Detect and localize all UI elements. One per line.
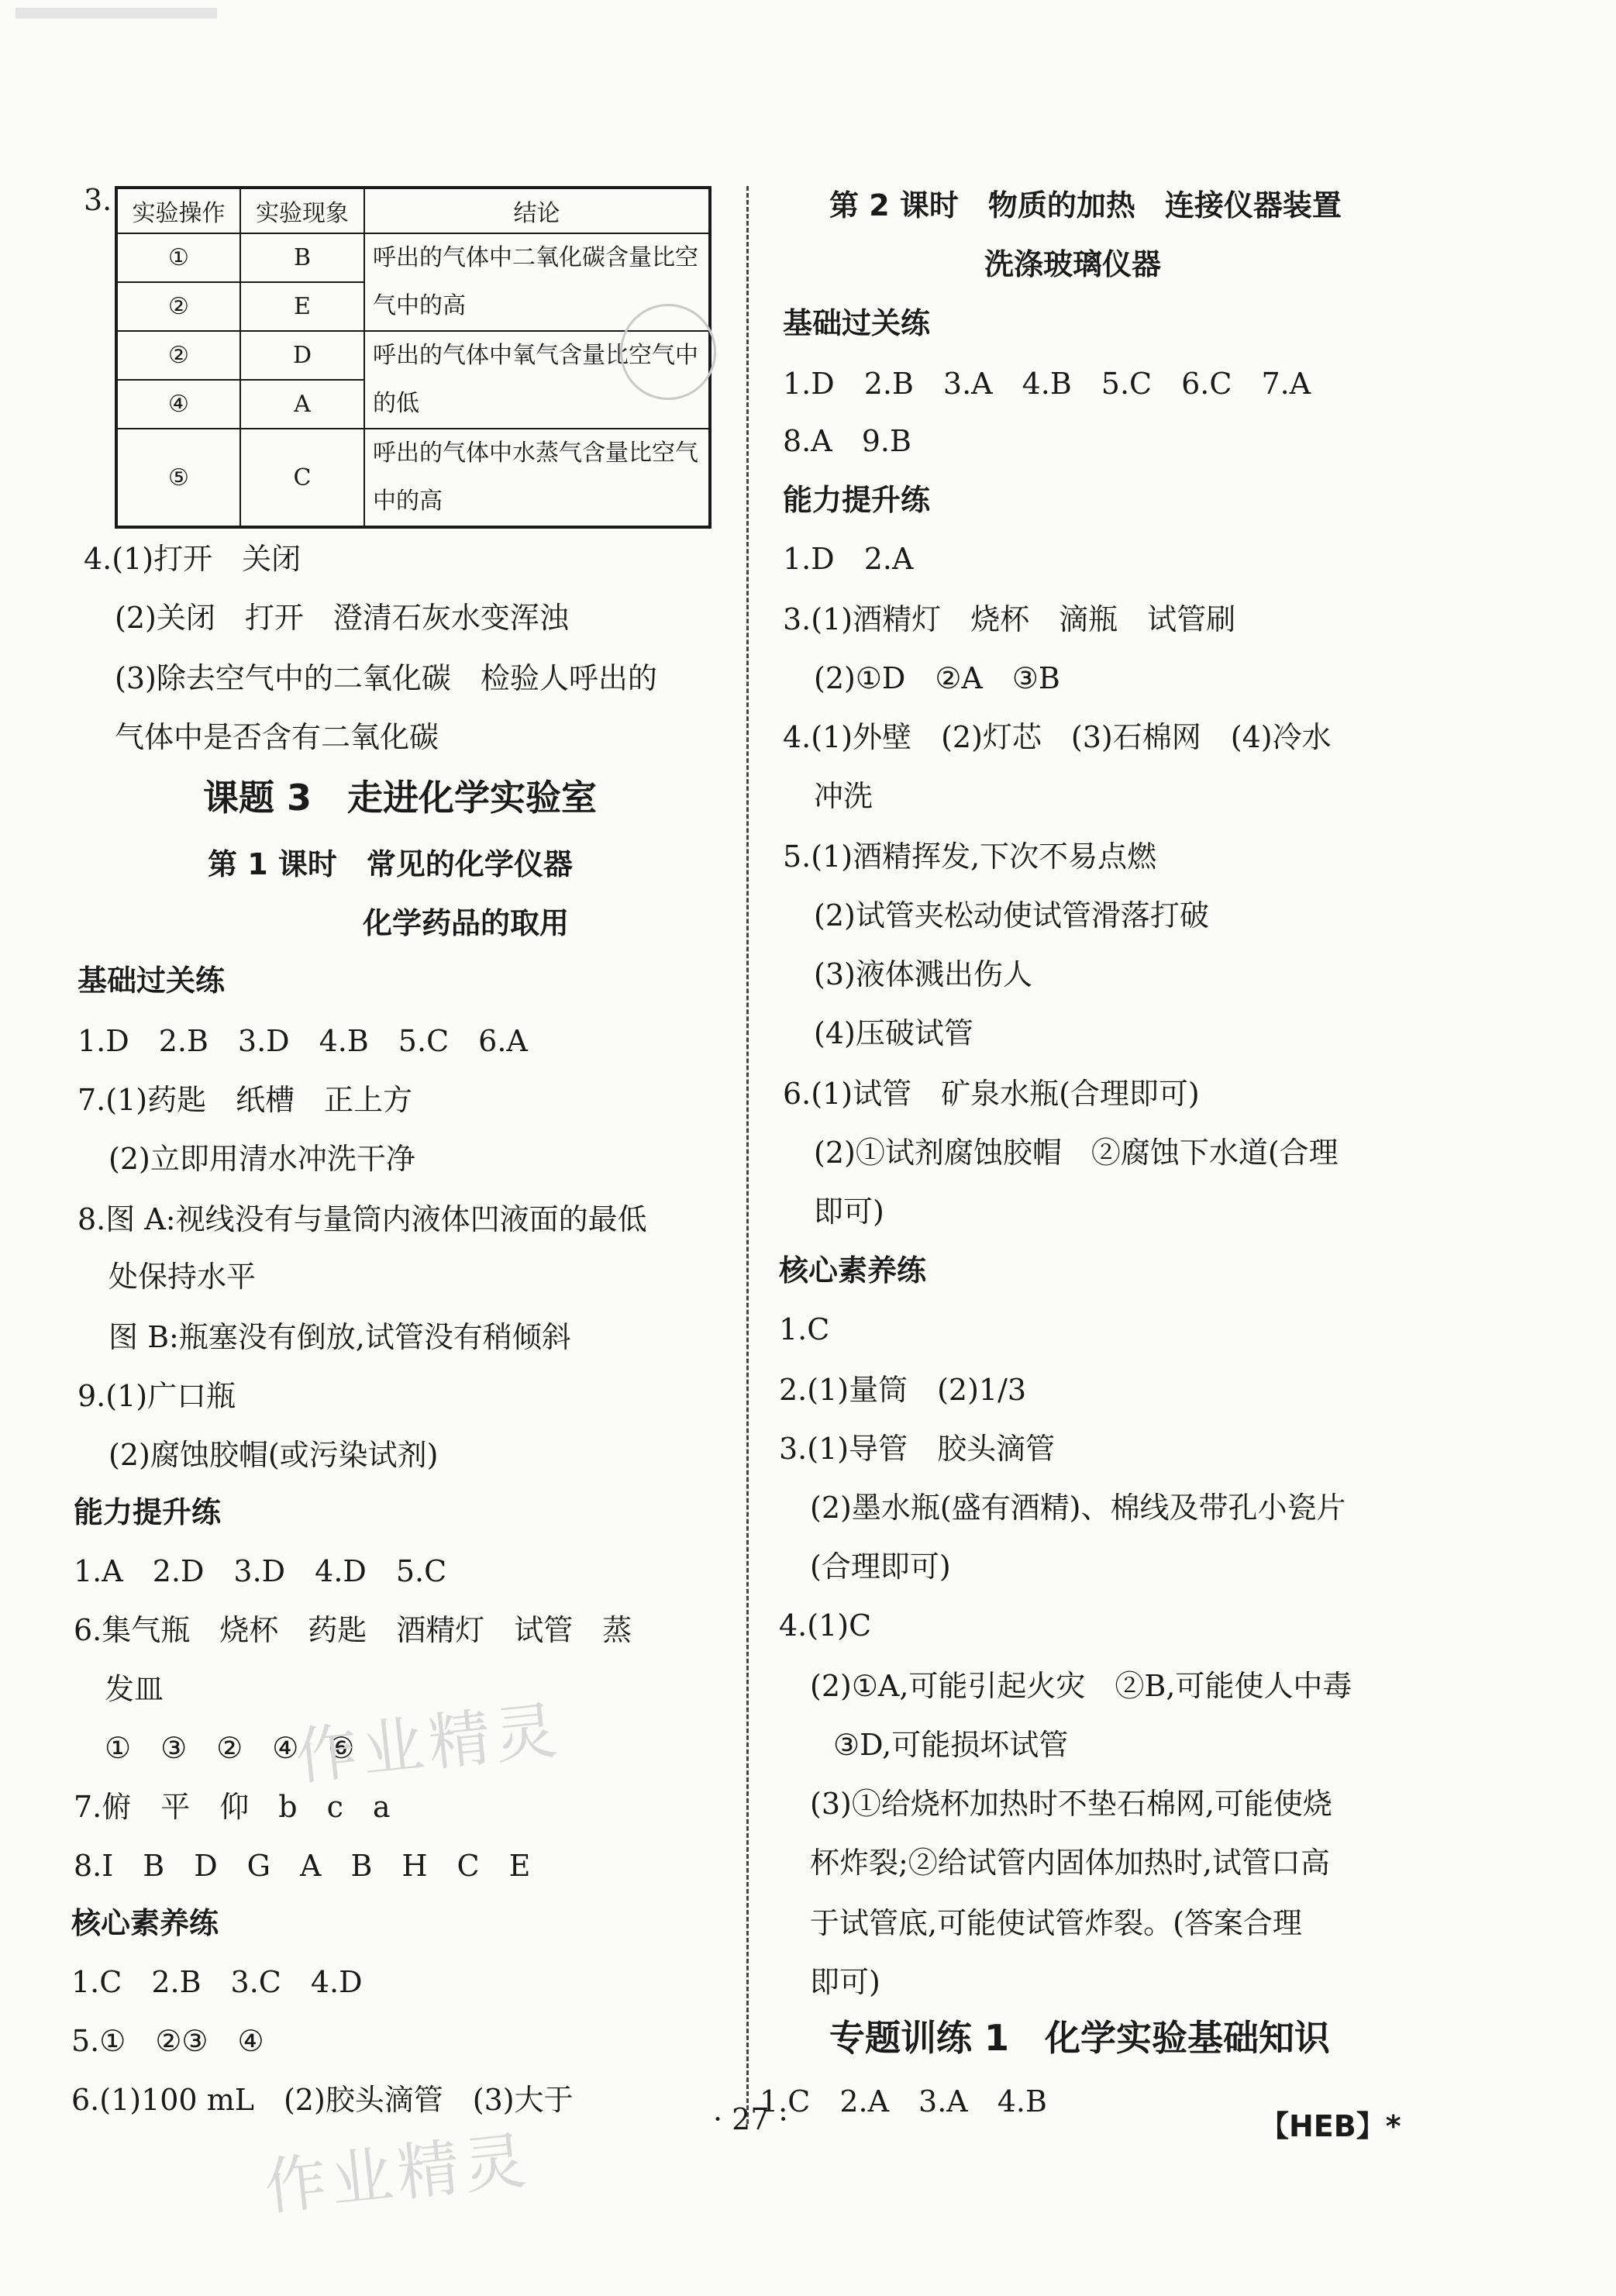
table-row bbox=[116, 233, 710, 282]
table-cell: ④ bbox=[116, 380, 240, 429]
answer-line: 1.D 2.B 3.A 4.B 5.C 6.C 7.A bbox=[783, 367, 1311, 401]
table-cell: ① bbox=[116, 233, 240, 282]
answer-line: 8.图 A:视线没有与量筒内液体凹液面的最低 bbox=[78, 1202, 647, 1236]
answer-line: 即可) bbox=[810, 1965, 880, 1999]
lesson-subtitle: 化学药品的取用 bbox=[363, 906, 570, 940]
answer-line: (2)①A,可能引起火灾 ②B,可能使人中毒 bbox=[810, 1669, 1352, 1703]
section-heading: 核心素养练 bbox=[71, 1906, 219, 1940]
answer-line: 5.① ②③ ④ bbox=[71, 2024, 264, 2058]
table-cell: 呼出的气体中水蒸气含量比空气中的高 bbox=[364, 429, 710, 527]
answer-line: 9.(1)广口瓶 bbox=[78, 1379, 236, 1413]
answer-line: 7.(1)药匙 纸槽 正上方 bbox=[78, 1083, 413, 1117]
column-divider bbox=[746, 186, 749, 2124]
answer-line: ③D,可能损坏试管 bbox=[833, 1728, 1069, 1762]
section-title: 专题训练 1 化学实验基础知识 bbox=[829, 2017, 1331, 2059]
answer-line: (4)压破试管 bbox=[814, 1016, 973, 1050]
section-heading: 基础过关练 bbox=[78, 964, 226, 998]
answer-line: (3)液体溅出伤人 bbox=[814, 957, 1032, 991]
answer-line: 4.(1)打开 关闭 bbox=[84, 542, 301, 576]
answer-line: 于试管底,可能使试管炸裂。(答案合理 bbox=[810, 1906, 1302, 1940]
table-header: 结论 bbox=[364, 188, 710, 233]
answer-line: ① ③ ② ④ ⑥ bbox=[105, 1731, 355, 1765]
answer-line: 3.(1)导管 胶头滴管 bbox=[779, 1432, 1056, 1466]
answer-line: (合理即可) bbox=[810, 1550, 951, 1584]
answer-line: 1.C bbox=[779, 1312, 830, 1346]
answer-line: (2)①D ②A ③B bbox=[814, 661, 1060, 695]
table-cell: ② bbox=[116, 331, 240, 380]
table-cell: E bbox=[240, 282, 364, 331]
answer-line: 1.C 2.A 3.A 4.B bbox=[760, 2084, 1047, 2118]
answer-line: (2)①试剂腐蚀胶帽 ②腐蚀下水道(合理 bbox=[814, 1136, 1339, 1170]
answer-line: (2)立即用清水冲洗干净 bbox=[109, 1142, 415, 1176]
section-heading: 基础过关练 bbox=[783, 306, 931, 340]
answer-line: 8.A 9.B bbox=[783, 424, 911, 458]
lesson-title: 第 2 课时 物质的加热 连接仪器装置 bbox=[829, 188, 1342, 222]
answer-line: 5.(1)酒精挥发,下次不易点燃 bbox=[783, 839, 1157, 874]
table-cell: D bbox=[240, 331, 364, 380]
watermark: 作业精灵 bbox=[291, 1694, 565, 1794]
answer-line: 发皿 bbox=[105, 1672, 164, 1706]
watermark: 作业精灵 bbox=[260, 2124, 534, 2224]
answer-line: (2)关闭 打开 澄清石灰水变浑浊 bbox=[115, 601, 569, 635]
answer-line: 气体中是否含有二氧化碳 bbox=[115, 720, 439, 754]
table-cell: 呼出的气体中氧气含量比空气中的低 bbox=[364, 331, 710, 429]
answer-line: (2)试管夹松动使试管滑落打破 bbox=[814, 898, 1209, 933]
answer-line: 1.D 2.B 3.D 4.B 5.C 6.A bbox=[78, 1024, 528, 1058]
answer-line: 杯炸裂;②给试管内固体加热时,试管口高 bbox=[810, 1846, 1330, 1880]
answer-line: 1.C 2.B 3.C 4.D bbox=[71, 1965, 363, 1999]
answer-line: 1.A 2.D 3.D 4.D 5.C bbox=[74, 1554, 447, 1588]
answer-line: 图 B:瓶塞没有倒放,试管没有稍倾斜 bbox=[109, 1320, 571, 1354]
table-cell: ⑤ bbox=[116, 429, 240, 527]
answer-line: 7.俯 平 仰 b c a bbox=[74, 1790, 391, 1824]
answer-line: 6.(1)100 mL (2)胶头滴管 (3)大于 bbox=[71, 2083, 574, 2117]
answer-line: 4.(1)外壁 (2)灯芯 (3)石棉网 (4)冷水 bbox=[783, 720, 1332, 754]
table-cell: C bbox=[240, 429, 364, 527]
answer-line: 2.(1)量筒 (2)1/3 bbox=[779, 1373, 1027, 1407]
answer-line: 6.(1)试管 矿泉水瓶(合理即可) bbox=[783, 1077, 1200, 1111]
answer-line: (3)①给烧杯加热时不垫石棉网,可能使烧 bbox=[810, 1787, 1332, 1821]
table-header-row bbox=[116, 188, 710, 233]
table-header: 实验现象 bbox=[240, 188, 364, 233]
table-cell: A bbox=[240, 380, 364, 429]
table-cell: ② bbox=[116, 282, 240, 331]
table-cell: B bbox=[240, 233, 364, 282]
answer-line: 3.(1)酒精灯 烧杯 滴瓶 试管刷 bbox=[783, 602, 1236, 636]
topic-title: 课题 3 走进化学实验室 bbox=[203, 777, 598, 819]
lesson-subtitle: 洗涤玻璃仪器 bbox=[984, 247, 1162, 281]
section-heading: 核心素养练 bbox=[779, 1253, 927, 1288]
answer-line: 即可) bbox=[814, 1195, 884, 1229]
answer-line: (2)墨水瓶(盛有酒精)、棉线及带孔小瓷片 bbox=[810, 1491, 1346, 1525]
edition-badge: 【HEB】* bbox=[1259, 2109, 1401, 2143]
header-noise bbox=[16, 8, 217, 19]
answer-line: 处保持水平 bbox=[109, 1260, 257, 1294]
answer-line: 8.I B D G A B H C E bbox=[74, 1849, 531, 1883]
table-row bbox=[116, 429, 710, 527]
answer-line: (3)除去空气中的二氧化碳 检验人呼出的 bbox=[115, 661, 657, 695]
question-number: 3. bbox=[84, 183, 112, 217]
stamp-icon bbox=[620, 304, 716, 400]
section-heading: 能力提升练 bbox=[783, 483, 931, 517]
answer-line: 冲洗 bbox=[814, 779, 873, 813]
answer-line: 4.(1)C bbox=[779, 1608, 872, 1643]
answer-line: (2)腐蚀胶帽(或污染试剂) bbox=[109, 1438, 439, 1472]
table-cell: 呼出的气体中二氧化碳含量比空气中的高 bbox=[364, 233, 710, 331]
page-number: · 27 · bbox=[713, 2102, 788, 2136]
answer-line: 1.D 2.A bbox=[783, 542, 914, 576]
table-header: 实验操作 bbox=[116, 188, 240, 233]
lesson-title: 第 1 课时 常见的化学仪器 bbox=[208, 847, 573, 881]
answer-line: 6.集气瓶 烧杯 药匙 酒精灯 试管 蒸 bbox=[74, 1613, 632, 1647]
section-heading: 能力提升练 bbox=[74, 1495, 222, 1529]
